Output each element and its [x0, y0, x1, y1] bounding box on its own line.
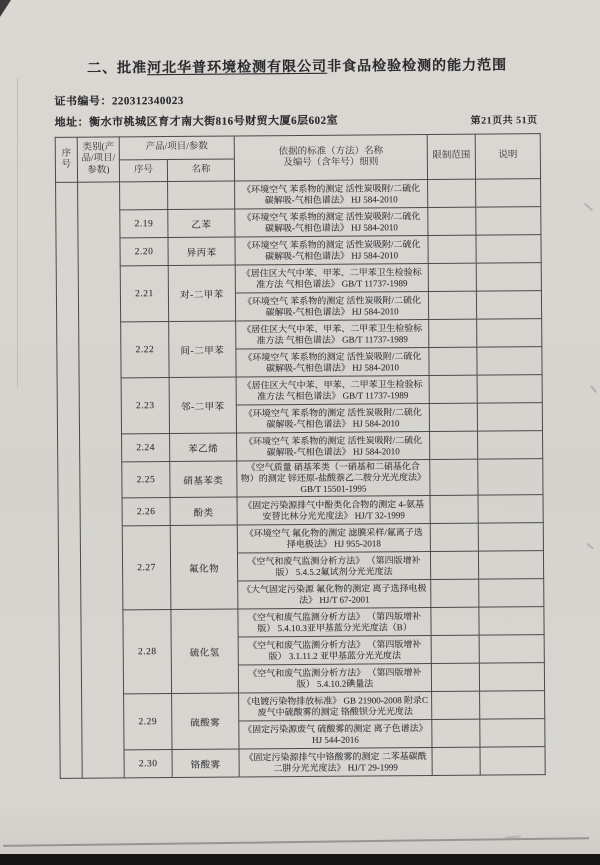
item-number-cell: 2.23 — [121, 378, 169, 434]
category-cell — [78, 182, 125, 778]
note-cell — [477, 319, 542, 348]
limit-cell — [428, 207, 476, 235]
item-number-cell: 2.26 — [122, 498, 170, 526]
table-row — [58, 495, 543, 527]
note-cell — [478, 495, 543, 524]
standard-cell: 《空气和废气监测分析方法》 （第四版增补版） 5.4.10.2碘量法 — [238, 663, 431, 693]
note-cell — [480, 691, 545, 720]
item-name-cell: 氟化物 — [170, 525, 238, 610]
standard-cell: 《大气固定污染源 氟化物的测定 离子选择电极法》 HJ/T 67-2001 — [238, 579, 431, 609]
table-row — [59, 607, 544, 639]
standard-cell: 《环境空气 苯系物的测定 活性炭吸附/二硫化碳解吸-气相色谱法》 HJ 584-2010 — [235, 207, 428, 237]
table-row — [58, 431, 543, 463]
limit-cell — [432, 719, 480, 747]
note-cell — [476, 263, 541, 292]
table-row — [60, 747, 545, 779]
header-item-seq: 序号 — [119, 160, 167, 182]
limit-cell — [432, 747, 480, 775]
table-row — [56, 207, 541, 239]
item-number-cell: 2.22 — [121, 322, 169, 378]
note-cell — [480, 719, 545, 748]
table-row — [56, 179, 541, 211]
standard-cell: 《环境空气 苯系物的测定 活性炭吸附/二硫化碳解吸-气相色谱法》 HJ 584-2010 — [235, 291, 428, 321]
limit-cell — [428, 179, 476, 207]
header-standard: 依据的标准（方法）名称 及编号（含年号）细则 — [234, 134, 427, 181]
item-number-cell: 2.24 — [122, 434, 170, 462]
limit-cell — [429, 319, 477, 347]
item-name-cell: 乙苯 — [168, 209, 235, 238]
table-row — [58, 523, 543, 555]
note-cell — [480, 747, 545, 776]
limit-cell — [430, 551, 478, 579]
limit-cell — [430, 459, 478, 495]
standard-cell: 《电镀污染物排放标准》 GB 21900-2008 附录C 废气中硫酸雾的测定 铬酸钡分光光度法 — [239, 691, 432, 721]
note-cell — [479, 635, 544, 664]
limit-cell — [430, 431, 478, 459]
limit-cell — [432, 691, 480, 719]
limit-cell — [429, 347, 477, 375]
note-cell — [476, 179, 541, 208]
standard-cell: 《空气质量 硝基苯类（一硝基和二硝基化合物）的测定 锌还原-盐酸萘乙二胺分光光度法》 GB/T 15501-1995 — [237, 459, 430, 497]
title-suffix: 非食品检验检测的能力范围 — [327, 58, 508, 75]
item-name-cell — [168, 181, 235, 210]
limit-cell — [430, 523, 478, 551]
item-name-cell: 苯乙烯 — [170, 433, 237, 462]
note-cell — [476, 291, 541, 320]
limit-cell — [431, 607, 479, 635]
header-note: 说明 — [475, 134, 540, 180]
item-name-cell: 间-二甲苯 — [169, 321, 236, 378]
item-number-cell: 2.20 — [120, 238, 168, 266]
document-title — [27, 56, 567, 80]
address-label: 地址： — [54, 116, 90, 129]
item-name-cell: 异丙苯 — [168, 237, 235, 266]
address-row — [55, 110, 538, 130]
note-cell — [478, 551, 543, 580]
limit-cell — [429, 375, 477, 403]
table-row — [60, 691, 545, 723]
item-number-cell: 2.30 — [124, 750, 172, 778]
standard-cell: 《环境空气 苯系物的测定 活性炭吸附/二硫化碳解吸-气相色谱法》 HJ 584-2010 — [236, 347, 429, 377]
note-cell — [478, 431, 543, 460]
note-cell — [478, 523, 543, 552]
limit-cell — [428, 263, 476, 291]
item-name-cell: 硫化氢 — [171, 609, 239, 694]
header-row-1 — [55, 134, 540, 161]
standard-cell: 《居住区大气中苯、甲苯、二甲苯卫生检验标准方法 气相色谱法》 GB/T 11737-1989 — [236, 375, 429, 405]
standard-cell: 《环境空气 苯系物的测定 活性炭吸附/二硫化碳解吸-气相色谱法》 HJ 584-2010 — [236, 403, 429, 433]
note-cell — [477, 403, 542, 432]
note-cell — [477, 375, 542, 404]
note-cell — [479, 607, 544, 636]
standard-cell: 《空气和废气监测分析方法》 （第四版增补版） 5.4.5.2氟试剂分光光度法 — [237, 551, 430, 581]
note-cell — [479, 579, 544, 608]
limit-cell — [431, 635, 479, 663]
standard-cell: 《居住区大气中苯、甲苯、二甲苯卫生检验标准方法 气相色谱法》 GB/T 11737-1989 — [235, 263, 428, 293]
note-cell — [477, 347, 542, 376]
limit-cell — [430, 495, 478, 523]
item-name-cell: 铬酸雾 — [172, 749, 239, 778]
item-number-cell: 2.29 — [124, 694, 172, 750]
scan-bottom-band — [0, 854, 600, 865]
title-prefix: 二、批准 — [87, 61, 148, 77]
item-number-cell — [120, 182, 168, 210]
limit-cell — [431, 663, 479, 691]
standard-cell: 《空气和废气监测分析方法》 （第四版增补版） 5.4.10.3亚甲基蓝分光光度法（B） — [238, 607, 431, 637]
note-cell — [476, 235, 541, 264]
certificate-number-label: 证书编号： — [54, 95, 112, 108]
standard-cell: 《固定污染源排气中铬酸雾的测定 二苯基碳酰二肼分光光度法》 HJ/T 29-1999 — [239, 747, 432, 777]
header-product-group: 产品/项目/参数 — [119, 136, 234, 160]
scan-page-edge-line — [3, 837, 589, 847]
item-name-cell: 硝基苯类 — [170, 461, 237, 498]
standard-cell: 《固定污染源废气 硫酸雾的测定 离子色谱法》 HJ 544-2016 — [239, 719, 432, 749]
standard-cell: 《居住区大气中苯、甲苯、二甲苯卫生检验标准方法 气相色谱法》 GB/T 11737-1989 — [236, 319, 429, 349]
header-limit: 限制范围 — [427, 134, 475, 179]
table-row — [58, 459, 543, 499]
standard-cell: 《环境空气 苯系物的测定 活性炭吸附/二硫化碳解吸-气相色谱法》 HJ 584-2010 — [235, 179, 428, 209]
limit-cell — [431, 579, 479, 607]
address-value: 衡水市桃城区育才南大街816号财贸大厦6层602室 — [89, 114, 339, 129]
scan-left-edge-artifact — [17, 78, 18, 388]
item-number-cell: 2.28 — [123, 610, 172, 694]
table-row — [56, 235, 541, 267]
table-body — [56, 179, 546, 779]
item-number-cell: 2.19 — [120, 210, 168, 238]
standard-cell: 《环境空气 氟化物的测定 滤膜采样/氟离子选择电极法》 HJ 955-2018 — [237, 523, 430, 553]
address-line — [55, 112, 339, 130]
standard-cell: 《环境空气 苯系物的测定 活性炭吸附/二硫化碳解吸-气相色谱法》 HJ 584-2010 — [237, 431, 430, 461]
item-number-cell: 2.27 — [122, 526, 171, 610]
note-cell — [478, 459, 543, 496]
note-cell — [479, 663, 544, 692]
item-name-cell: 酚类 — [170, 497, 237, 526]
page-number-indicator: 第21页共 51页 — [470, 115, 538, 127]
header-item-name: 名称 — [167, 159, 234, 182]
item-name-cell: 对-二甲苯 — [168, 265, 235, 322]
item-name-cell: 邻-二甲苯 — [169, 377, 236, 434]
certificate-number-line — [54, 89, 597, 109]
item-name-cell: 硫酸雾 — [172, 693, 239, 750]
item-number-cell: 2.25 — [122, 462, 170, 498]
standard-cell: 《固定污染源排气中酚类化合物的测定 4-氨基安替比林分光光度法》 HJ/T 32-1999 — [237, 495, 430, 525]
table-header — [55, 134, 540, 183]
limit-cell — [428, 291, 476, 319]
title-company-name: 河北华普环境检测有限公司 — [147, 59, 328, 77]
capability-scope-table — [55, 133, 546, 779]
item-number-cell: 2.21 — [120, 266, 168, 322]
standard-cell: 《环境空气 苯系物的测定 活性炭吸附/二硫化碳解吸-气相色谱法》 HJ 584-2010 — [235, 235, 428, 265]
header-category: 类别(产品/项目/参数) — [77, 137, 119, 182]
certificate-number-value: 220312340023 — [111, 94, 184, 108]
table-row — [57, 319, 542, 351]
limit-cell — [428, 235, 476, 263]
table-row — [57, 375, 542, 407]
limit-cell — [429, 403, 477, 431]
table-row — [56, 263, 541, 295]
header-seq: 序号 — [55, 137, 77, 182]
note-cell — [476, 207, 541, 236]
standard-cell: 《空气和废气监测分析方法》 （第四版增补版） 3.1.11.2 亚甲基蓝分光光度法 — [238, 635, 431, 665]
